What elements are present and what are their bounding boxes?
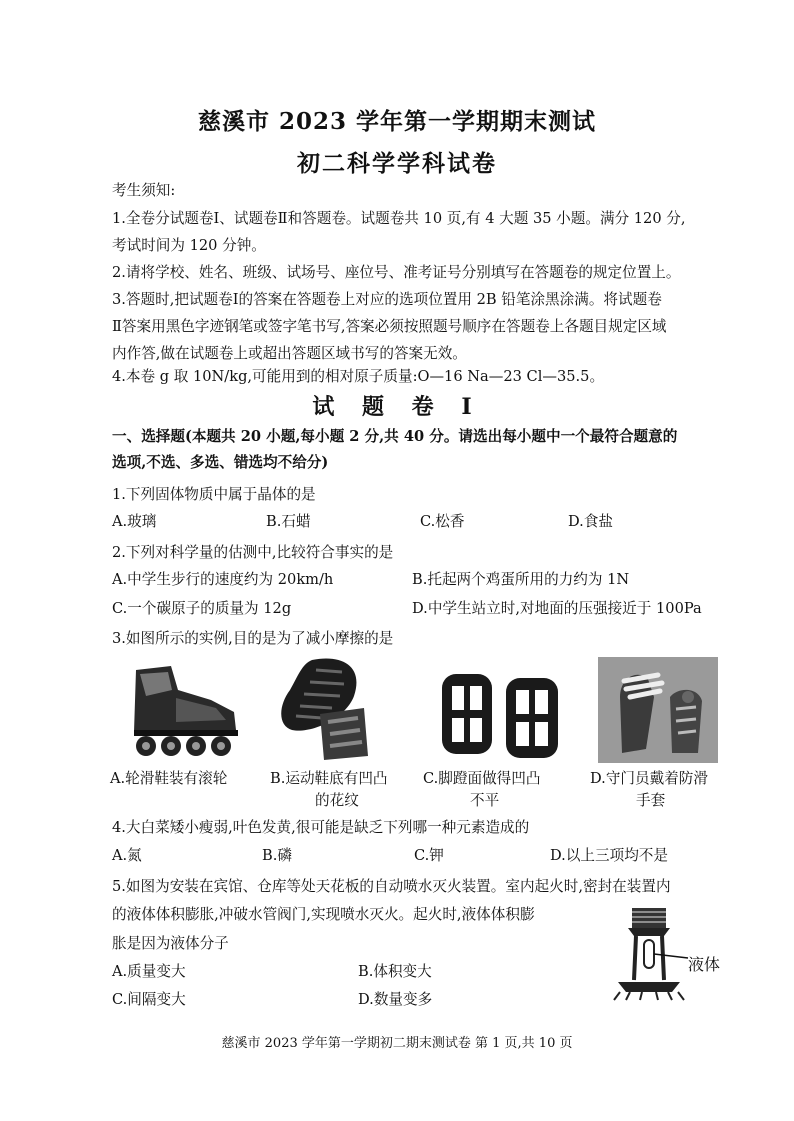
question-stem: 1.下列固体物质中属于晶体的是 (112, 486, 316, 503)
page-title: 慈溪市 2023 学年第一学期期末测试 (197, 108, 597, 135)
option-c: C.松香 (420, 513, 465, 530)
figure-caption-b: 的花纹 (315, 792, 359, 809)
option-c: C.钾 (414, 847, 444, 864)
option-d: D.食盐 (568, 513, 614, 530)
option-b: B.磷 (262, 847, 292, 864)
notice-line: 4.本卷 g 取 10N/kg,可能用到的相对原子质量:O—16 Na—23 Cl—35.5。 (112, 368, 605, 385)
option-a: A.中学生步行的速度约为 20km/h (112, 571, 334, 588)
page-footer: 慈溪市 2023 学年第一学期初二期末测试卷 第 1 页,共 10 页 (221, 1036, 573, 1051)
option-a: A.氮 (112, 847, 142, 864)
option-c: C.一个碳原子的质量为 12g (112, 600, 292, 617)
option-a: A.玻璃 (112, 513, 157, 530)
notice-line: 3.答题时,把试题卷Ⅰ的答案在答题卷上对应的选项位置用 2B 铅笔涂黑涂满。将试题卷 (112, 291, 662, 308)
option-d: D.数量变多 (358, 991, 433, 1008)
goalkeeper-gloves-image (598, 657, 718, 763)
option-a: A.质量变大 (112, 963, 186, 980)
option-b: B.体积变大 (358, 963, 432, 980)
question-stem: 胀是因为液体分子 (112, 935, 229, 952)
figure-caption-c: C.脚蹬面做得凹凸 (423, 770, 541, 787)
question-stem: 5.如图为安装在宾馆、仓库等处天花板的自动喷水灭火装置。室内起火时,密封在装置内 (112, 878, 671, 895)
figure-caption-d: D.守门员戴着防滑 (590, 770, 708, 787)
notice-line: Ⅱ答案用黑色字迹钢笔或签字笔书写,答案必须按照题号顺序在答题卷上各题目规定区域 (112, 318, 667, 335)
bike-pedals-image (436, 664, 566, 762)
option-d: D.中学生站立时,对地面的压强接近于 100Pa (412, 600, 702, 617)
notice-heading: 考生须知: (112, 182, 176, 199)
sprinkler-image (610, 906, 690, 1002)
section-instruction: 一、选择题(本题共 20 小题,每小题 2 分,共 40 分。请选出每小题中一个最符合题意的 (112, 428, 678, 445)
option-d: D.以上三项均不是 (550, 847, 668, 864)
figure-caption-a: A.轮滑鞋装有滚轮 (110, 770, 228, 787)
page-subtitle: 初二科学学科试卷 (297, 150, 497, 177)
notice-line: 1.全卷分试题卷Ⅰ、试题卷Ⅱ和答题卷。试题卷共 10 页,有 4 大题 35 小题。满分 120 分, (112, 210, 686, 227)
sneaker-sole-image (272, 656, 382, 764)
notice-line: 2.请将学校、姓名、班级、试场号、座位号、准考证号分别填写在答题卷的规定位置上。 (112, 264, 681, 281)
option-b: B.托起两个鸡蛋所用的力约为 1N (412, 571, 630, 588)
question-stem: 的液体体积膨胀,冲破水管阀门,实现喷水灭火。起火时,液体体积膨 (112, 906, 535, 923)
question-stem: 4.大白菜矮小瘦弱,叶色发黄,很可能是缺乏下列哪一种元素造成的 (112, 819, 530, 836)
option-c: C.间隔变大 (112, 991, 186, 1008)
figure-label-liquid: 液体 (688, 955, 721, 974)
option-b: B.石蜡 (266, 513, 311, 530)
notice-line: 考试时间为 120 分钟。 (112, 237, 266, 254)
figure-caption-b: B.运动鞋底有凹凸 (270, 770, 388, 787)
figure-caption-c: 不平 (470, 792, 500, 809)
section-title: 试 题 卷 Ⅰ (312, 394, 482, 420)
question-stem: 2.下列对科学量的估测中,比较符合事实的是 (112, 544, 394, 561)
section-instruction: 选项,不选、多选、错选均不给分) (112, 454, 329, 471)
question-stem: 3.如图所示的实例,目的是为了减小摩擦的是 (112, 630, 394, 647)
notice-line: 内作答,做在试题卷上或超出答题区域书写的答案无效。 (112, 345, 467, 362)
figure-caption-d: 手套 (636, 792, 666, 809)
roller-skate-image (116, 660, 246, 760)
